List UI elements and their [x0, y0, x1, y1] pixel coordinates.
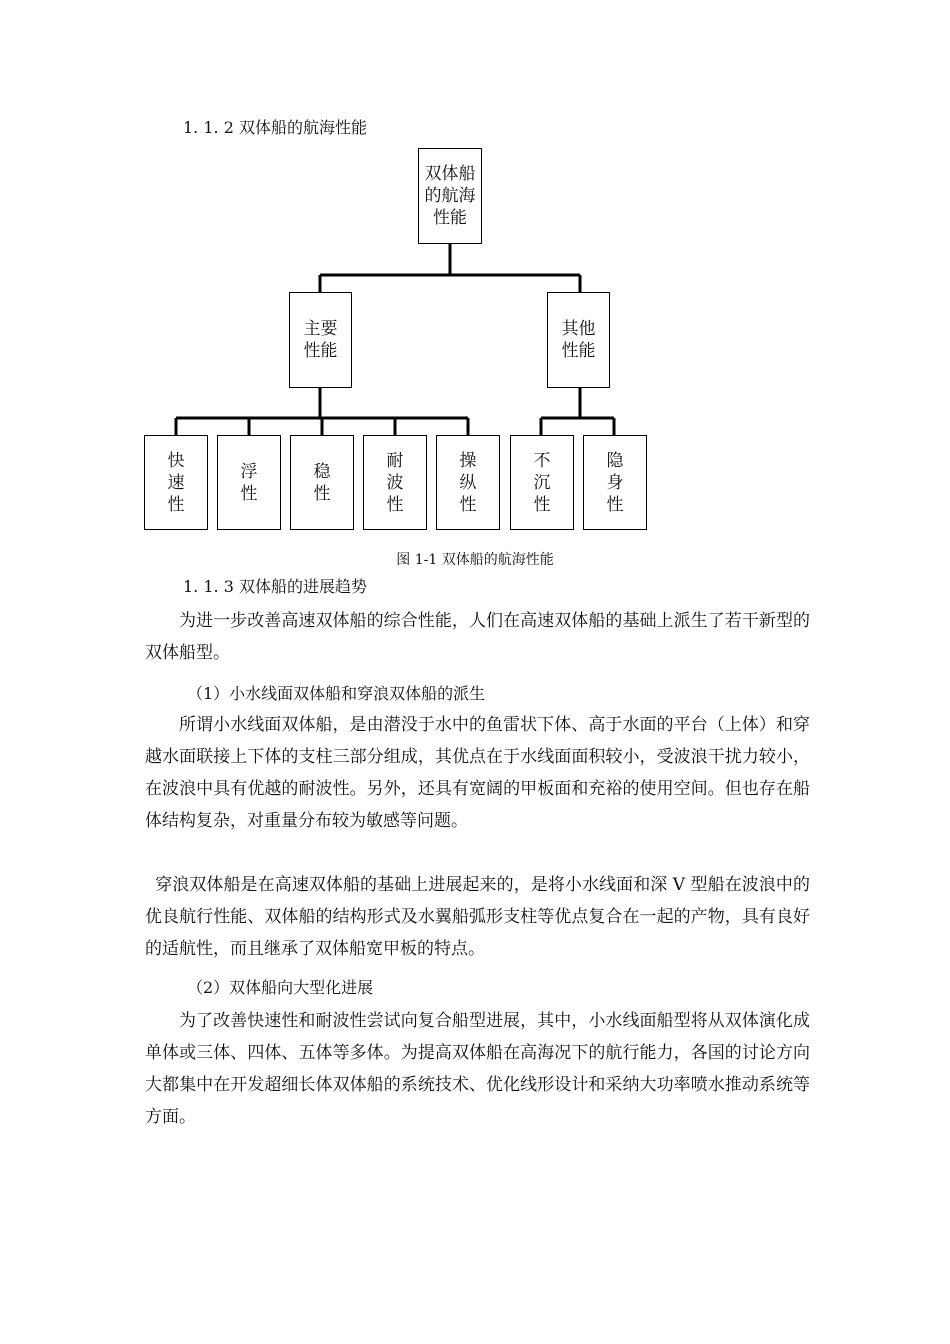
leaf-node-label: 不沉性: [533, 450, 551, 515]
leaf-node-1: [144, 435, 208, 530]
other-performance-node: [547, 292, 610, 388]
root-node-line3: 性能: [433, 208, 467, 228]
leaf-node-2: [217, 435, 281, 530]
main-performance-node: [289, 292, 352, 388]
root-node: [418, 148, 482, 244]
leaf-node-label: 稳性: [313, 461, 331, 504]
leaf-node-5: [436, 435, 500, 530]
root-node-line2: 的航海: [424, 186, 476, 206]
root-node-line1: 双体船: [424, 164, 476, 184]
main-node-line1: 主要: [303, 319, 338, 339]
paragraph-large-scale: 为了改善快速性和耐波性尝试向复合船型进展，其中，小水线面船型将从双体演化成单体或三体、四体、五体等多体。为提高双体船在高海况下的航行能力，各国的讨论方向大都集中在开发超细长体双体船的系统技术、优化线形设计和采纳大功率喷水推动系统等方面。: [145, 1011, 810, 1127]
subheading-1: （1）小水线面双体船和穿浪双体船的派生: [187, 684, 486, 703]
leaf-node-label: 浮性: [240, 461, 258, 504]
other-node-line2: 性能: [561, 341, 596, 361]
main-node-line2: 性能: [303, 341, 338, 361]
leaf-node-3: [290, 435, 354, 530]
figure-caption: 图 1-1 双体船的航海性能: [396, 552, 554, 568]
leaf-node-7: [583, 435, 647, 530]
leaf-node-label: 快速性: [167, 450, 185, 515]
leaf-node-label: 操纵性: [459, 450, 477, 515]
paragraph-intro: 为进一步改善高速双体船的综合性能，人们在高速双体船的基础上派生了若干新型的双体船型。: [145, 611, 810, 663]
other-node-line1: 其他: [561, 319, 596, 339]
paragraph-wave-piercing: 穿浪双体船是在高速双体船的基础上进展起来的，是将小水线面和深 V 型船在波浪中的优良航行性能、双体船的结构形式及水翼船弧形支柱等优点复合在一起的产物，具有良好的适航性，而且继承了双体船宽甲板的特点。: [145, 875, 810, 959]
leaf-node-label: 隐身性: [606, 450, 624, 515]
section-heading-1-1-3: 1. 1. 3 双体船的进展趋势: [183, 577, 367, 596]
leaf-node-label: 耐波性: [386, 450, 404, 515]
leaf-node-6: [510, 435, 574, 530]
paragraph-swath: 所谓小水线面双体船，是由潜没于水中的鱼雷状下体、高于水面的平台（上体）和穿越水面联接上下体的支柱三部分组成，其优点在于水线面面积较小，受波浪干扰力较小，在波浪中具有优越的耐波性。另外，还具有宽阔的甲板面和充裕的使用空间。但也存在船体结构复杂，对重量分布较为敏感等问题。: [145, 715, 810, 831]
leaf-node-4: [363, 435, 427, 530]
subheading-2: （2）双体船向大型化进展: [187, 978, 374, 997]
section-heading-1-1-2: 1. 1. 2 双体船的航海性能: [183, 118, 367, 137]
